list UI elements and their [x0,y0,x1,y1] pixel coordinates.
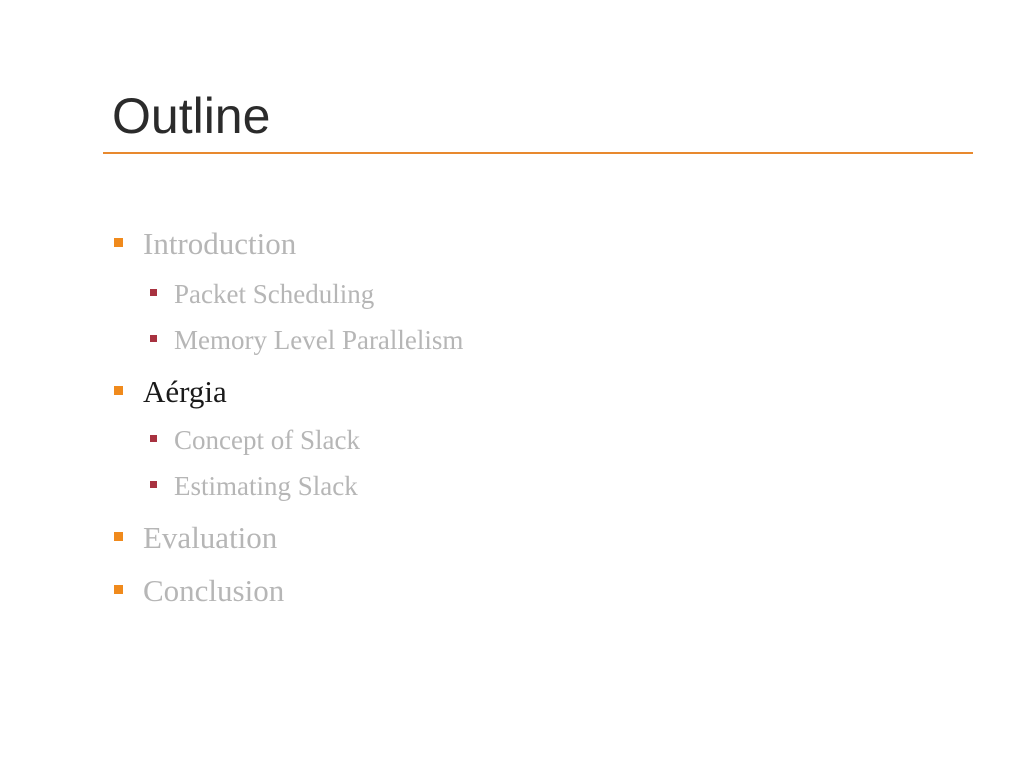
outline-item-evaluation [114,518,277,558]
outline-item-introduction [114,224,296,264]
square-bullet-icon [150,289,157,296]
square-bullet-icon [114,238,123,247]
square-bullet-icon [150,435,157,442]
square-bullet-icon [114,386,123,395]
outline-item-label: Packet Scheduling [174,279,375,309]
square-bullet-icon [114,585,123,594]
outline-subitem-estimating-slack [150,469,358,503]
square-bullet-icon [150,481,157,488]
outline-subitem-packet-scheduling [150,277,374,311]
outline-item-conclusion [114,571,284,611]
outline-item-label: Conclusion [143,573,285,608]
outline-item-label: Evaluation [143,520,278,555]
outline-item-aergia [114,372,227,412]
outline-item-label: Concept of Slack [174,425,360,455]
outline-item-label: Introduction [143,226,297,261]
square-bullet-icon [150,335,157,342]
outline-item-label: Memory Level Parallelism [174,325,464,355]
outline-item-label: Aérgia [143,374,227,409]
outline-subitem-concept-of-slack [150,423,360,457]
outline-subitem-memory-level-parallelism [150,323,463,357]
square-bullet-icon [114,532,123,541]
outline-item-label: Estimating Slack [174,471,358,501]
slide-title: Outline [112,88,271,144]
